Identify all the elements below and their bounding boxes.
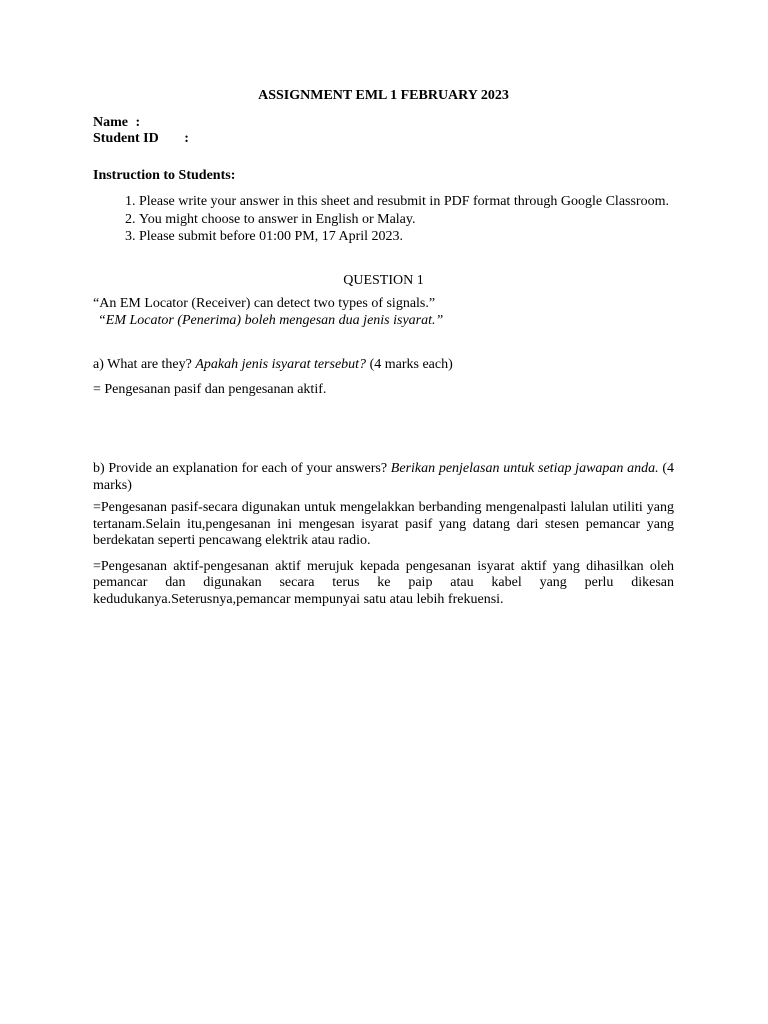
part-b-marks: (4 marks): [93, 461, 675, 493]
instructions-heading: Instruction to Students:: [93, 167, 236, 183]
instruction-item: 2. You might choose to answer in English or Malay.: [139, 212, 674, 229]
question-part-a: [93, 357, 674, 374]
student-id-field: [93, 131, 674, 148]
instruction-item: 3. Please submit before 01:00 PM, 17 April 2023.: [139, 229, 674, 246]
name-label: Name: [93, 114, 128, 130]
part-a-answer: = Pengesanan pasif dan pengesanan aktif.: [93, 381, 327, 397]
document-content: [93, 88, 674, 617]
name-colon: :: [135, 114, 141, 130]
question-part-b: [93, 461, 674, 494]
student-id-colon: :: [184, 131, 189, 146]
part-b-italic: Berikan penjelasan untuk setiap jawapan anda.: [390, 461, 659, 476]
part-a-marks: (4 marks each): [369, 357, 453, 372]
part-a-italic: Apakah jenis isyarat tersebut?: [195, 357, 367, 372]
part-a-prefix: a) What are they?: [93, 357, 192, 372]
quote-english: “An EM Locator (Receiver) can detect two types of signals.”: [93, 296, 436, 311]
instructions-list: [93, 194, 674, 246]
question-heading: QUESTION 1: [343, 272, 424, 288]
student-id-label: Student ID: [93, 131, 159, 146]
name-field: [93, 115, 674, 132]
quote-malay: “EM Locator (Penerima) boleh mengesan dua jenis isyarat.”: [98, 312, 444, 328]
part-b-answer-active: =Pengesanan aktif-pengesanan aktif merujuk kepada pengesanan isyarat aktif yang dihasilkan oleh pemancar dan digunakan secara terus ke paip atau kabel yang perlu dikesan kedudukanya.Seterusnya,pemancar mempunyai satu atau lebih frekuensi.: [93, 558, 674, 607]
part-b-prefix: b) Provide an explanation for each of your answers?: [93, 461, 388, 476]
assignment-title: ASSIGNMENT EML 1 FEBRUARY 2023: [258, 88, 509, 103]
instruction-item: 1. Please write your answer in this sheet and resubmit in PDF format through Google Classroom.: [139, 194, 674, 211]
part-b-answer-passive: =Pengesanan pasif-secara digunakan untuk mengelakkan berbanding mengenalpasti lalulan utiliti yang tertanam.Selain itu,pengesanan ini mengesan isyarat pasif yang datang dari stesen pemancar yang berdekatan seperti pencawang elektrik atau radio.: [93, 500, 674, 548]
